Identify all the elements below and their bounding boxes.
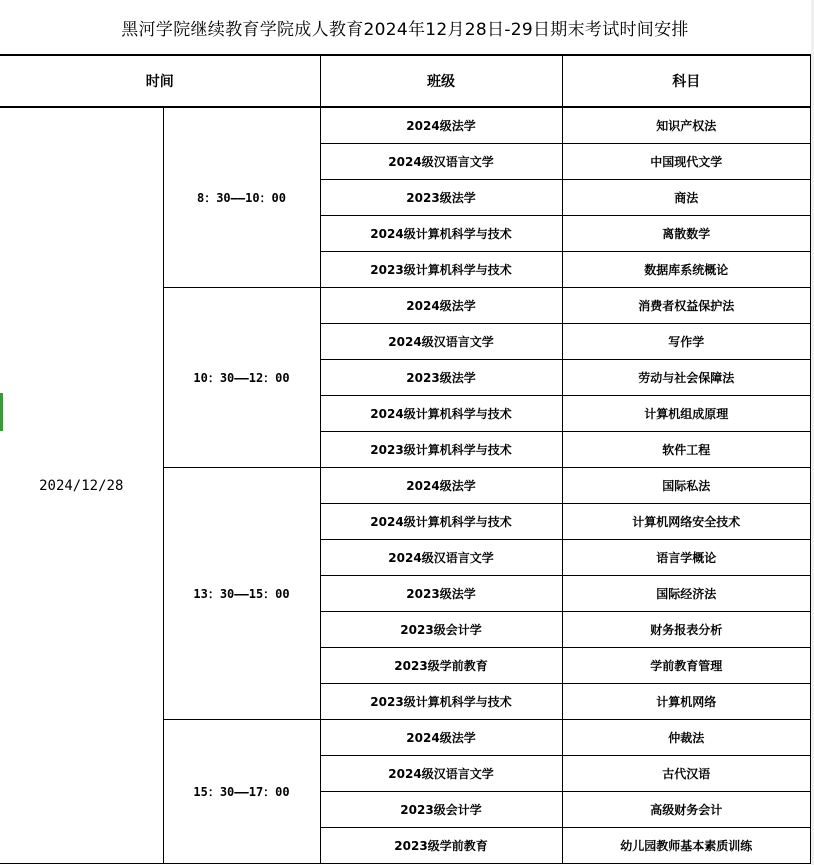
header-time[interactable]: 时间: [0, 55, 320, 107]
header-class[interactable]: 班级: [320, 55, 562, 107]
subject-cell[interactable]: 消费者权益保护法: [562, 288, 811, 324]
subject-cell[interactable]: 商法: [562, 180, 811, 216]
class-cell[interactable]: 2024级汉语言文学: [320, 540, 562, 576]
class-cell[interactable]: 2024级汉语言文学: [320, 756, 562, 792]
subject-cell[interactable]: 劳动与社会保障法: [562, 360, 811, 396]
class-cell[interactable]: 2023级会计学: [320, 612, 562, 648]
class-cell[interactable]: 2023级法学: [320, 360, 562, 396]
row-selection-marker: [0, 393, 3, 431]
class-cell[interactable]: 2024级法学: [320, 107, 562, 144]
date-cell[interactable]: 2024/12/28: [0, 107, 163, 864]
subject-cell[interactable]: 语言学概论: [562, 540, 811, 576]
subject-cell[interactable]: 计算机组成原理: [562, 396, 811, 432]
class-cell[interactable]: 2024级计算机科学与技术: [320, 216, 562, 252]
subject-cell[interactable]: 国际经济法: [562, 576, 811, 612]
subject-cell[interactable]: 软件工程: [562, 432, 811, 468]
class-cell[interactable]: 2023级学前教育: [320, 648, 562, 684]
class-cell[interactable]: 2023级法学: [320, 576, 562, 612]
class-cell[interactable]: 2024级法学: [320, 288, 562, 324]
subject-cell[interactable]: 计算机网络安全技术: [562, 504, 811, 540]
subject-cell[interactable]: 高级财务会计: [562, 792, 811, 828]
subject-cell[interactable]: 古代汉语: [562, 756, 811, 792]
subject-cell[interactable]: 幼儿园教师基本素质训练: [562, 828, 811, 864]
subject-cell[interactable]: 中国现代文学: [562, 144, 811, 180]
header-subject[interactable]: 科目: [562, 55, 811, 107]
class-cell[interactable]: 2024级计算机科学与技术: [320, 504, 562, 540]
class-cell[interactable]: 2023级计算机科学与技术: [320, 252, 562, 288]
class-cell[interactable]: 2023级学前教育: [320, 828, 562, 864]
time-slot-cell[interactable]: 15：30——17：00: [163, 720, 320, 864]
class-cell[interactable]: 2023级计算机科学与技术: [320, 432, 562, 468]
class-cell[interactable]: 2023级会计学: [320, 792, 562, 828]
class-cell[interactable]: 2024级汉语言文学: [320, 144, 562, 180]
exam-schedule-table: [0, 54, 812, 864]
class-cell[interactable]: 2023级法学: [320, 180, 562, 216]
time-slot-cell[interactable]: 8：30——10：00: [163, 107, 320, 288]
schedule-body: [0, 107, 811, 864]
subject-cell[interactable]: 数据库系统概论: [562, 252, 811, 288]
time-slot-cell[interactable]: 13：30——15：00: [163, 468, 320, 720]
subject-cell[interactable]: 财务报表分析: [562, 612, 811, 648]
table-row: [0, 107, 811, 144]
subject-cell[interactable]: 学前教育管理: [562, 648, 811, 684]
time-slot-cell[interactable]: 10：30——12：00: [163, 288, 320, 468]
class-cell[interactable]: 2023级计算机科学与技术: [320, 684, 562, 720]
subject-cell[interactable]: 离散数学: [562, 216, 811, 252]
page-title: 黑河学院继续教育学院成人教育2024年12月28日-29日期末考试时间安排: [121, 19, 689, 40]
subject-cell[interactable]: 知识产权法: [562, 107, 811, 144]
subject-cell[interactable]: 写作学: [562, 324, 811, 360]
class-cell[interactable]: 2024级法学: [320, 468, 562, 504]
class-cell[interactable]: 2024级汉语言文学: [320, 324, 562, 360]
subject-cell[interactable]: 仲裁法: [562, 720, 811, 756]
subject-cell[interactable]: 国际私法: [562, 468, 811, 504]
subject-cell[interactable]: 计算机网络: [562, 684, 811, 720]
class-cell[interactable]: 2024级计算机科学与技术: [320, 396, 562, 432]
header-row: [0, 55, 811, 107]
class-cell[interactable]: 2024级法学: [320, 720, 562, 756]
